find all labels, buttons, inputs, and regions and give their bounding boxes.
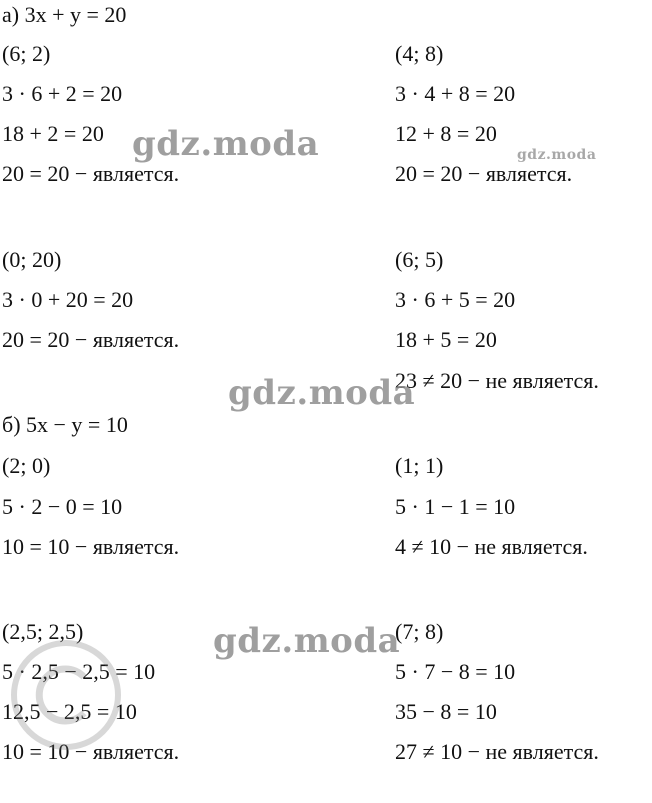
- point-label: (6; 2): [2, 41, 51, 66]
- point-label: (4; 8): [395, 41, 444, 66]
- point-label: (2; 0): [2, 453, 51, 478]
- point-label: (6; 5): [395, 247, 444, 272]
- equation-line: 18 + 5 = 20: [395, 327, 497, 352]
- result-line: 20 = 20 − является.: [2, 161, 180, 186]
- equation-line: 3 · 6 + 5 = 20: [395, 287, 516, 312]
- equation-line: 18 + 2 = 20: [2, 121, 104, 146]
- result-line: 23 ≠ 20 − не является.: [395, 368, 599, 393]
- result-line: 10 = 10 − является.: [2, 534, 180, 559]
- equation-line: 12,5 − 2,5 = 10: [2, 699, 137, 724]
- equation-line: 12 + 8 = 20: [395, 121, 497, 146]
- equation-line: 3 · 0 + 20 = 20: [2, 287, 134, 312]
- point-label: (0; 20): [2, 247, 62, 272]
- watermark: gdz.moda: [132, 124, 320, 164]
- result-line: 4 ≠ 10 − не является.: [395, 534, 588, 559]
- point-label: (2,5; 2,5): [2, 619, 84, 644]
- watermark: gdz.moda: [213, 621, 401, 661]
- equation-line: 3 · 6 + 2 = 20: [2, 81, 123, 106]
- equation-line: 5 · 2,5 − 2,5 = 10: [2, 659, 156, 684]
- result-line: 10 = 10 − является.: [2, 739, 180, 764]
- part-b-header: б) 5x − y = 10: [2, 412, 128, 437]
- result-line: 20 = 20 − является.: [2, 327, 180, 352]
- point-label: (7; 8): [395, 619, 444, 644]
- result-line: 20 = 20 − является.: [395, 161, 573, 186]
- equation-line: 35 − 8 = 10: [395, 699, 497, 724]
- equation-line: 5 · 2 − 0 = 10: [2, 494, 123, 519]
- equation-line: 5 · 7 − 8 = 10: [395, 659, 516, 684]
- part-a-header: а) 3x + y = 20: [2, 2, 127, 27]
- equation-line: 5 · 1 − 1 = 10: [395, 494, 516, 519]
- copyright-watermark-icon: [6, 635, 126, 755]
- point-label: (1; 1): [395, 453, 444, 478]
- result-line: 27 ≠ 10 − не является.: [395, 739, 599, 764]
- equation-line: 3 · 4 + 8 = 20: [395, 81, 516, 106]
- watermark: gdz.moda: [228, 373, 416, 413]
- watermark: gdz.moda: [517, 147, 597, 163]
